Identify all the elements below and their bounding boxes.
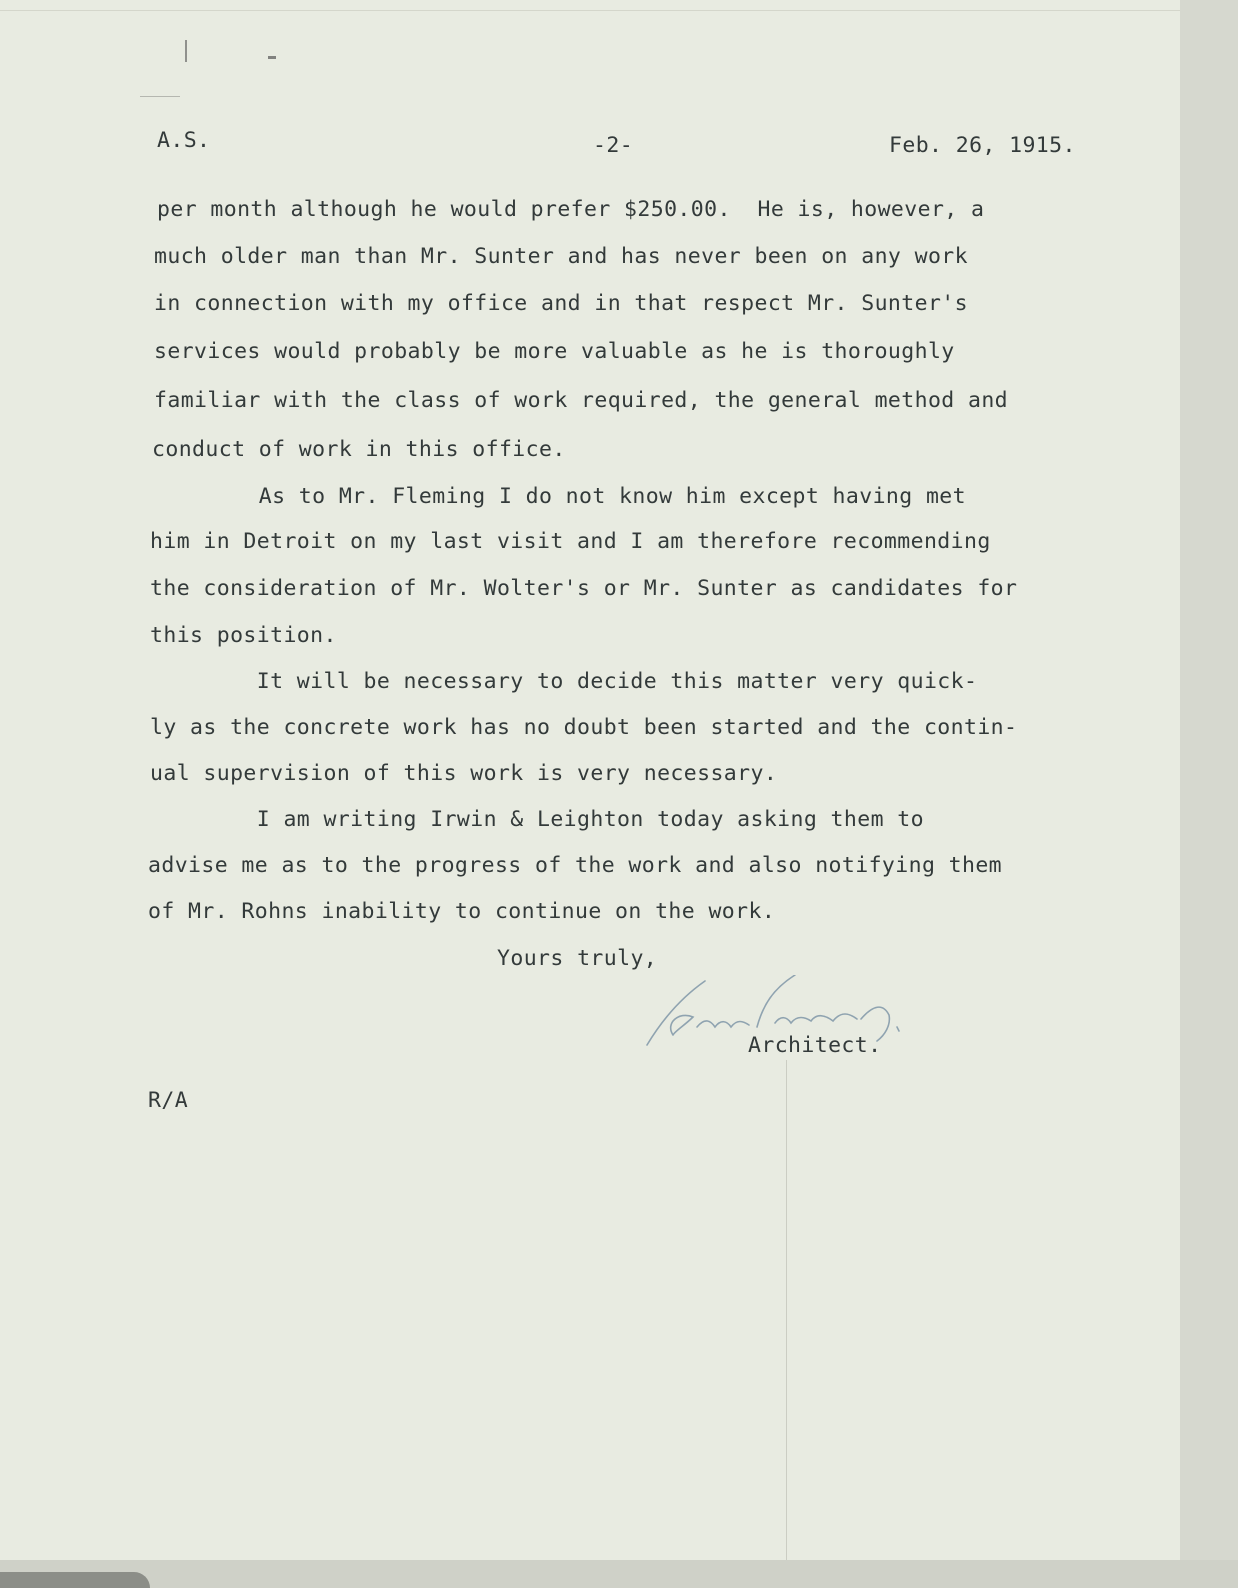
body-line: advise me as to the progress of the work and also notifying them (148, 853, 1003, 878)
body-line: ual supervision of this work is very necessary. (150, 761, 778, 786)
body-line: per month although he would prefer $250.00. He is, however, a (157, 197, 985, 222)
paper-fold-vertical (786, 1060, 787, 1560)
body-line: services would probably be more valuable as he is thoroughly (154, 339, 955, 364)
body-line: conduct of work in this office. (152, 437, 566, 462)
page-edge-bottom (0, 1560, 1238, 1588)
body-line: It will be necessary to decide this matter very quick- (150, 669, 978, 694)
header-initials: A.S. (157, 128, 211, 153)
closing-salutation: Yours truly, (497, 946, 658, 971)
page-edge-right (1180, 0, 1238, 1588)
body-line: in connection with my office and in that respect Mr. Sunter's (154, 291, 968, 316)
pin-mark-icon (140, 96, 180, 97)
pin-mark-icon (185, 40, 187, 62)
body-line: As to Mr. Fleming I do not know him except having met (152, 484, 966, 509)
ink-speck-icon (268, 56, 276, 59)
body-line: him in Detroit on my last visit and I am therefore recommending (150, 529, 991, 554)
body-line: I am writing Irwin & Leighton today asking them to (150, 807, 924, 832)
body-line: the consideration of Mr. Wolter's or Mr. Sunter as candidates for (150, 576, 1018, 601)
letter-date: Feb. 26, 1915. (889, 133, 1076, 158)
page-corner-shadow (0, 1572, 150, 1588)
body-line: ly as the concrete work has no doubt been started and the contin- (150, 715, 1018, 740)
page-number: -2- (593, 133, 634, 158)
body-line: familiar with the class of work required, the general method and (154, 388, 1009, 413)
body-line: much older man than Mr. Sunter and has never been on any work (154, 244, 968, 269)
body-line: this position. (150, 623, 337, 648)
reference-initials: R/A (148, 1088, 189, 1113)
body-line: of Mr. Rohns inability to continue on the work. (148, 899, 776, 924)
paper-fold-horizontal (0, 10, 1180, 11)
signature-title: Architect. (748, 1033, 882, 1058)
